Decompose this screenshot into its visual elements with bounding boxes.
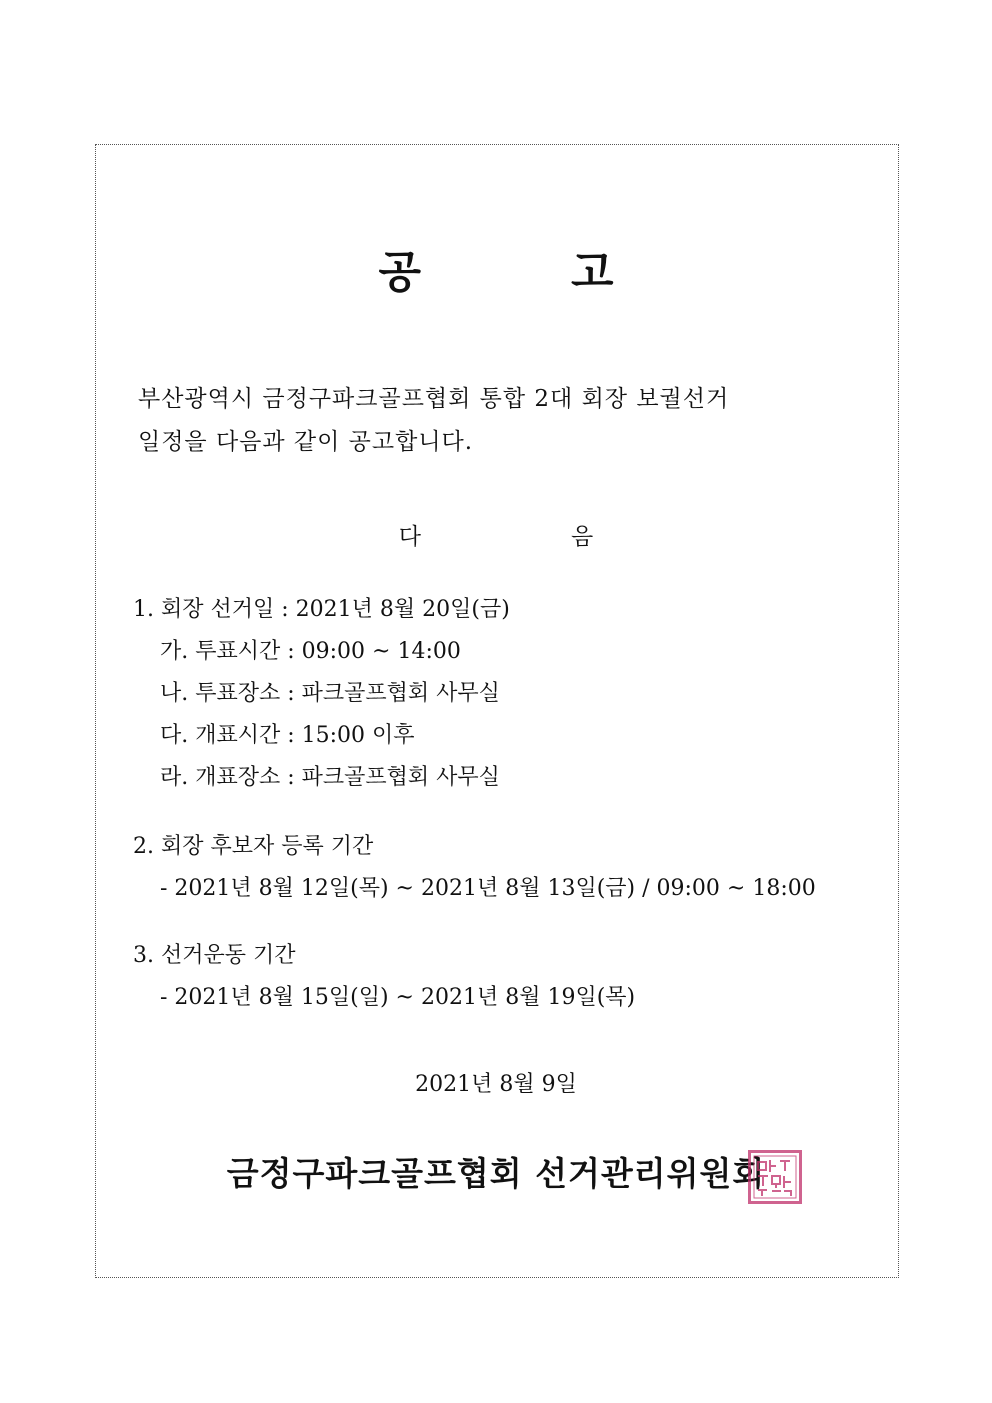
intro-paragraph bbox=[138, 378, 858, 464]
organization-name: 금정구파크골프협회 선거관리위원회 bbox=[226, 1154, 766, 1193]
section-election-day bbox=[133, 589, 903, 799]
section-heading: 2. 회장 후보자 등록 기간 bbox=[133, 834, 374, 859]
subtitle bbox=[0, 518, 992, 551]
section-item-campaign-dates: - 2021년 8월 15일(일) ~ 2021년 8월 19일(목) bbox=[160, 985, 636, 1010]
notice-date: 2021년 8월 9일 bbox=[415, 1072, 577, 1097]
title-left-char: 공 bbox=[378, 247, 421, 298]
title-right-char: 고 bbox=[571, 247, 614, 298]
intro-line-1: 부산광역시 금정구파크골프협회 통합 2대 회장 보궐선거 bbox=[138, 386, 730, 412]
official-seal-icon bbox=[748, 1150, 802, 1204]
section-candidate-registration bbox=[133, 826, 903, 910]
section-item-counting-place: 라. 개표장소 : 파크골프협회 사무실 bbox=[160, 765, 500, 790]
section-item-voting-time: 가. 투표시간 : 09:00 ~ 14:00 bbox=[160, 639, 461, 664]
section-item-registration-period: - 2021년 8월 12일(목) ~ 2021년 8월 13일(금) / 09:00 ~ 18:00 bbox=[160, 876, 816, 901]
section-heading: 1. 회장 선거일 : 2021년 8월 20일(금) bbox=[133, 597, 510, 622]
section-heading: 3. 선거운동 기간 bbox=[133, 943, 296, 968]
section-item-voting-place: 나. 투표장소 : 파크골프협회 사무실 bbox=[160, 681, 500, 706]
section-campaign-period bbox=[133, 935, 903, 1019]
section-item-counting-time: 다. 개표시간 : 15:00 이후 bbox=[160, 723, 415, 748]
subtitle-right-char: 음 bbox=[571, 524, 594, 550]
page-title bbox=[0, 236, 992, 300]
intro-line-2: 일정을 다음과 같이 공고합니다. bbox=[138, 429, 474, 455]
subtitle-left-char: 다 bbox=[398, 524, 421, 550]
